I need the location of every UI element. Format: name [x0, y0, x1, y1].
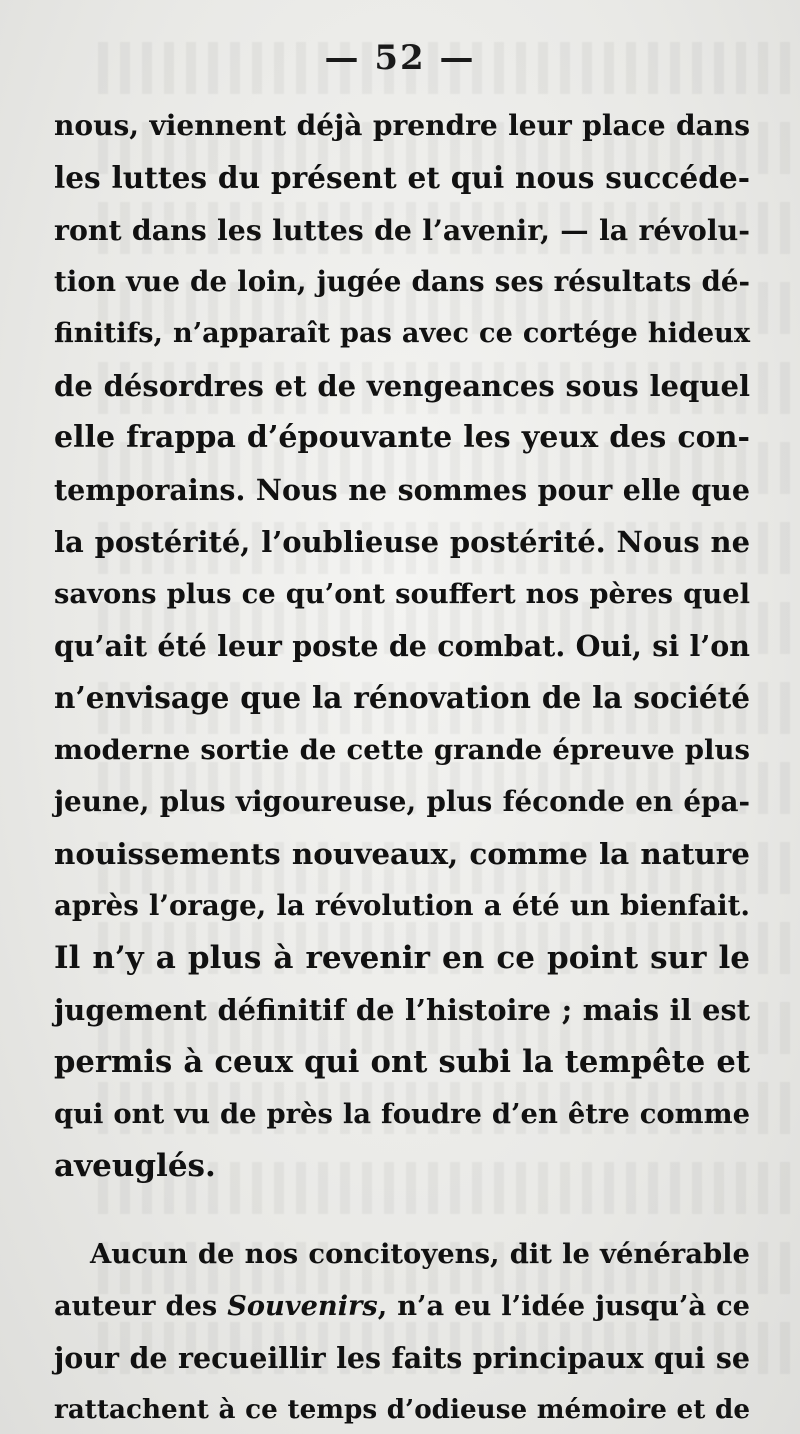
- text-line: qu’ait été leur poste de combat. Oui, si l’on: [54, 629, 750, 663]
- text-line: tion vue de loin, jugée dans ses résultats dé-: [54, 265, 750, 298]
- page-number: — 52 —: [324, 38, 476, 78]
- text-line: Il n’y a plus à revenir en ce point sur le: [54, 940, 750, 976]
- book-title-italic: Souvenirs: [227, 1290, 378, 1322]
- paragraph-1: [54, 100, 750, 1192]
- text-line: temporains. Nous ne sommes pour elle que: [54, 473, 750, 507]
- text-line: Aucun de nos concitoyens, dit le vénérable: [90, 1238, 750, 1270]
- paragraph-2: [54, 1228, 750, 1434]
- text-line: rattachent à ce temps d’odieuse mémoire et de: [54, 1394, 750, 1425]
- text-line: permis à ceux qui ont subi la tempête et: [54, 1044, 750, 1080]
- text-line: nouissements nouveaux, comme la nature: [54, 836, 750, 871]
- body-text: [54, 100, 750, 1434]
- text-line: de désordres et de vengeances sous lequel: [54, 369, 750, 403]
- text-line: savons plus ce qu’ont souffert nos pères quel: [54, 578, 750, 610]
- text-line: [54, 1280, 750, 1332]
- text-line: ront dans les luttes de l’avenir, — la révolu-: [54, 213, 750, 247]
- text-line: jugement définitif de l’histoire ; mais il est: [54, 993, 750, 1027]
- text-line: moderne sortie de cette grande épreuve plus: [54, 734, 750, 766]
- text-line: qui ont vu de près la foudre d’en être comme: [54, 1098, 750, 1130]
- text-line: la postérité, l’oublieuse postérité. Nous ne: [54, 525, 750, 559]
- text-line: les luttes du présent et qui nous succéde-: [54, 160, 750, 195]
- text-line: jour de recueillir les faits principaux qui se: [54, 1341, 750, 1375]
- text-line: jeune, plus vigoureuse, plus féconde en épa-: [54, 785, 750, 818]
- text-line: aveuglés.: [54, 1148, 216, 1184]
- text-line: elle frappa d’épouvante les yeux des con-: [54, 420, 750, 455]
- text-fragment: auteur des: [54, 1290, 228, 1322]
- text-line: n’envisage que la rénovation de la société: [54, 680, 750, 715]
- paragraph-gap: [54, 1192, 750, 1228]
- text-fragment: , n’a eu l’idée jusqu’à ce: [377, 1290, 750, 1322]
- text-line: après l’orage, la révolution a été un bienfait.: [54, 889, 750, 922]
- text-line: nous, viennent déjà prendre leur place dans: [54, 109, 750, 142]
- text-line: finitifs, n’apparaît pas avec ce cortége hideux: [54, 318, 750, 349]
